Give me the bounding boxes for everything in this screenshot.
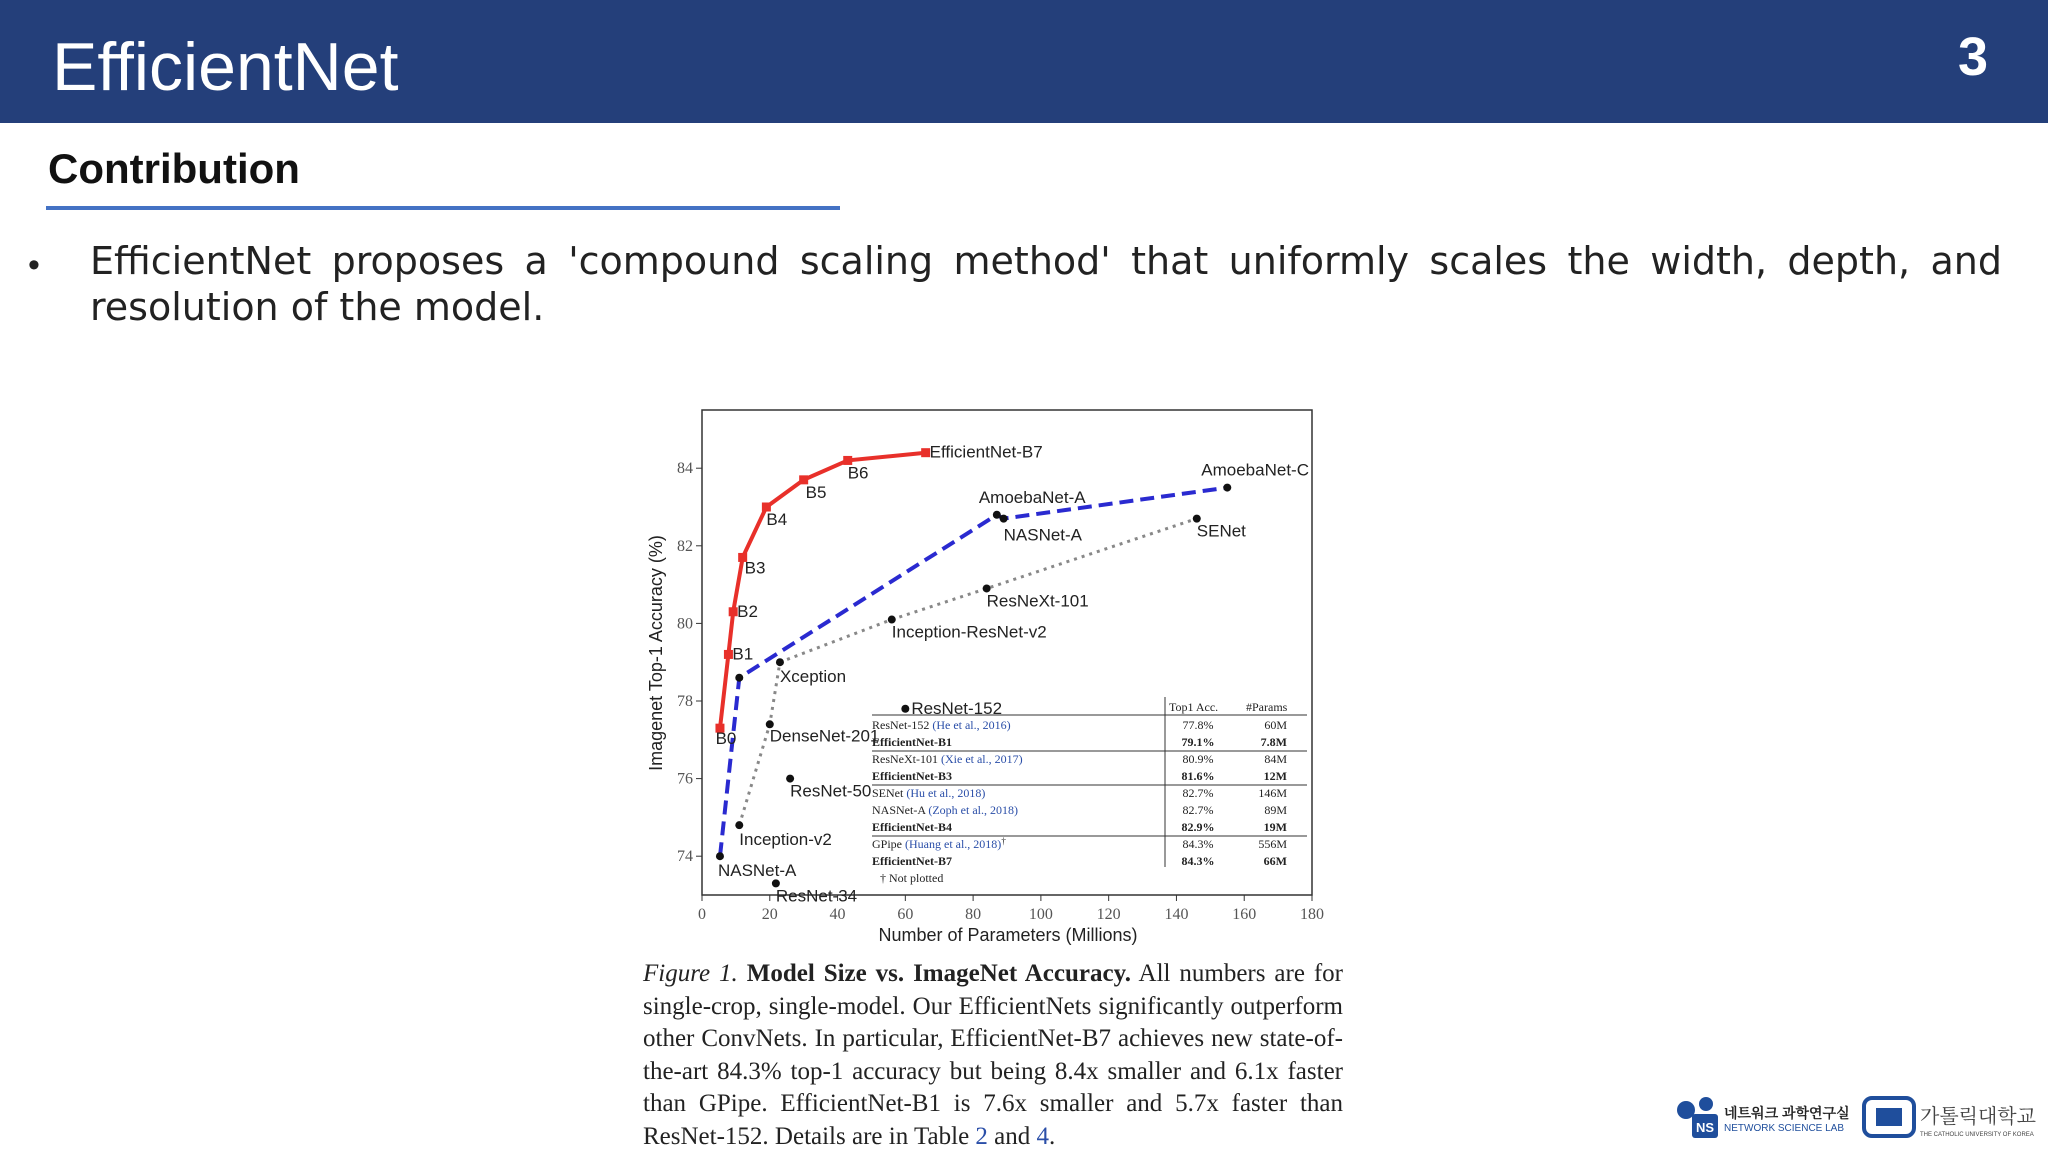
table-accuracy: 82.7%: [1182, 786, 1214, 800]
point-label: B4: [766, 510, 788, 529]
data-point: [1223, 484, 1231, 492]
table-model-name: NASNet-A (Zoph et al., 2018): [872, 803, 1018, 817]
lab-name-english: NETWORK SCIENCE LAB: [1724, 1123, 1845, 1134]
point-label: EfficientNet-B7: [929, 442, 1043, 462]
lab-logo-badge-text: NS: [1695, 1120, 1715, 1135]
x-tick-label: 100: [1028, 906, 1053, 923]
table-accuracy: 82.7%: [1182, 803, 1214, 817]
point-label: Inception-ResNet-v2: [891, 622, 1047, 642]
table-model-name: EfficientNet-B7: [872, 854, 952, 868]
x-tick-label: 60: [897, 906, 914, 923]
bullet-text: EfficientNet proposes a 'compound scaling method' that uniformly scales the width, depth, and resolution of the model.: [90, 239, 2002, 329]
section-underline: [46, 206, 840, 210]
table-citation[interactable]: (Zoph et al., 2018): [928, 803, 1018, 817]
point-label: Xception: [779, 667, 847, 687]
point-label: B1: [732, 644, 754, 664]
university-name-english: THE CATHOLIC UNIVERSITY OF KOREA: [1920, 1132, 2034, 1138]
caption-end: .: [1049, 1122, 1056, 1150]
point-label: ResNet-50: [790, 781, 872, 801]
table-params: 556M: [1258, 837, 1287, 851]
table-params: 60M: [1264, 718, 1287, 732]
caption-figure-label: Figure 1.: [643, 960, 738, 987]
table-model-name: EfficientNet-B4: [872, 820, 952, 834]
catholic-university-logo: [1864, 1098, 2036, 1138]
lab-name-korean: 네트워크 과학연구실: [1724, 1105, 1850, 1121]
y-tick-label: 84: [677, 460, 693, 478]
table-dagger: †: [1001, 836, 1006, 846]
university-name-korean: 가톨릭대학교: [1920, 1106, 2036, 1128]
data-point: [735, 821, 743, 829]
y-axis-label: Imagenet Top-1 Accuracy (%): [646, 535, 666, 771]
table-model-name: ResNet-152 (He et al., 2016): [872, 718, 1011, 732]
y-tick-label: 78: [677, 693, 693, 710]
point-label: ResNet-152: [911, 698, 1003, 718]
x-tick-label: 160: [1232, 906, 1257, 923]
y-tick-label: 82: [677, 537, 693, 555]
x-axis-label: Number of Parameters (Millions): [878, 925, 1138, 945]
y-tick-label: 74: [677, 848, 693, 866]
table-params: 84M: [1264, 752, 1287, 766]
point-label: AmoebaNet-A: [978, 487, 1086, 507]
table-model-name: EfficientNet-B3: [872, 769, 952, 783]
table-model-name: GPipe (Huang et al., 2018)†: [872, 836, 1006, 851]
data-point: [716, 852, 724, 860]
point-label: B0: [715, 729, 737, 749]
table-params: 66M: [1263, 854, 1287, 868]
table-model-name: ResNeXt-101 (Xie et al., 2017): [872, 752, 1023, 766]
point-label: DenseNet-201: [769, 726, 880, 746]
table-model-name: EfficientNet-B1: [872, 735, 952, 749]
plot-frame: [702, 410, 1312, 895]
table-params: 89M: [1264, 803, 1287, 817]
point-label: B3: [744, 558, 766, 578]
point-label: NASNet-A: [1003, 525, 1083, 545]
x-tick-label: 80: [965, 906, 982, 923]
slide-title: EfficientNet: [52, 29, 399, 105]
accuracy-vs-params-chart: [640, 395, 1324, 955]
table-accuracy: 84.3%: [1182, 837, 1214, 851]
table-accuracy: 80.9%: [1182, 752, 1214, 766]
y-tick-label: 80: [677, 615, 693, 633]
data-point: [1000, 515, 1008, 523]
table-citation[interactable]: (He et al., 2016): [932, 718, 1011, 732]
point-label: B6: [847, 463, 869, 483]
x-tick-label: 140: [1164, 906, 1189, 923]
table-header: Top1 Acc.: [1169, 700, 1219, 714]
caption-title: Model Size vs. ImageNet Accuracy.: [746, 960, 1131, 987]
table-model-name: SENet (Hu et al., 2018): [872, 786, 986, 800]
y-tick-label: 76: [677, 770, 693, 788]
data-point: [735, 674, 743, 682]
table-citation[interactable]: (Huang et al., 2018): [905, 837, 1002, 851]
caption-body: All numbers are for single-crop, single-model. Our EfficientNets significantly outperform other ConvNets. In particular, EfficientNet-B7 achieves new state-of-the-art 84.3% top-1 accuracy but being 8.4x smaller and 6.1x faster than GPipe. EfficientNet-B1 is 7.6x smaller and 5.7x faster than ResNet-152. Details are in Table: [643, 960, 1344, 1150]
table-header: #Params: [1246, 700, 1288, 714]
table-accuracy: 79.1%: [1181, 735, 1215, 749]
point-label: ResNeXt-101: [986, 591, 1089, 611]
point-label: Inception-v2: [739, 830, 832, 850]
lab-logo-node-icon: [1699, 1097, 1713, 1111]
section-heading: Contribution: [48, 145, 300, 192]
x-tick-label: 20: [761, 906, 778, 923]
footer-logos: [1672, 1094, 2042, 1144]
point-label: ResNet-34: [775, 886, 858, 906]
table-citation[interactable]: (Xie et al., 2017): [941, 752, 1023, 766]
data-point: [776, 658, 784, 666]
caption-table-ref-1[interactable]: 2: [975, 1122, 988, 1150]
table-params: 146M: [1258, 786, 1287, 800]
table-accuracy: 81.6%: [1181, 769, 1215, 783]
table-accuracy: 84.3%: [1181, 854, 1215, 868]
university-emblem-inner-icon: [1876, 1108, 1902, 1126]
point-label: AmoebaNet-C: [1201, 460, 1309, 480]
table-footnote: † Not plotted: [880, 871, 944, 885]
x-tick-label: 40: [829, 906, 846, 923]
point-label: SENet: [1196, 521, 1246, 541]
point-label: B5: [805, 482, 827, 502]
network-science-lab-logo: [1677, 1097, 1850, 1138]
figure-caption: [643, 958, 1343, 1153]
data-point: [993, 511, 1001, 519]
table-citation[interactable]: (Hu et al., 2018): [906, 786, 986, 800]
table-accuracy: 77.8%: [1182, 718, 1214, 732]
x-tick-label: 120: [1096, 906, 1121, 923]
caption-table-ref-2[interactable]: 4: [1036, 1122, 1050, 1150]
table-params: 12M: [1263, 769, 1287, 783]
point-label: NASNet-A: [717, 861, 797, 881]
title-bar: [0, 0, 2048, 123]
page-number: 3: [1957, 27, 1988, 87]
x-tick-label: 180: [1300, 906, 1324, 923]
table-params: 7.8M: [1260, 735, 1287, 749]
x-tick-label: 0: [698, 906, 706, 923]
point-label: B2: [737, 601, 758, 621]
caption-and: and: [994, 1122, 1031, 1150]
data-point: [901, 705, 909, 713]
bullet-marker: •: [28, 246, 40, 284]
table-params: 19M: [1263, 820, 1287, 834]
table-accuracy: 82.9%: [1181, 820, 1215, 834]
